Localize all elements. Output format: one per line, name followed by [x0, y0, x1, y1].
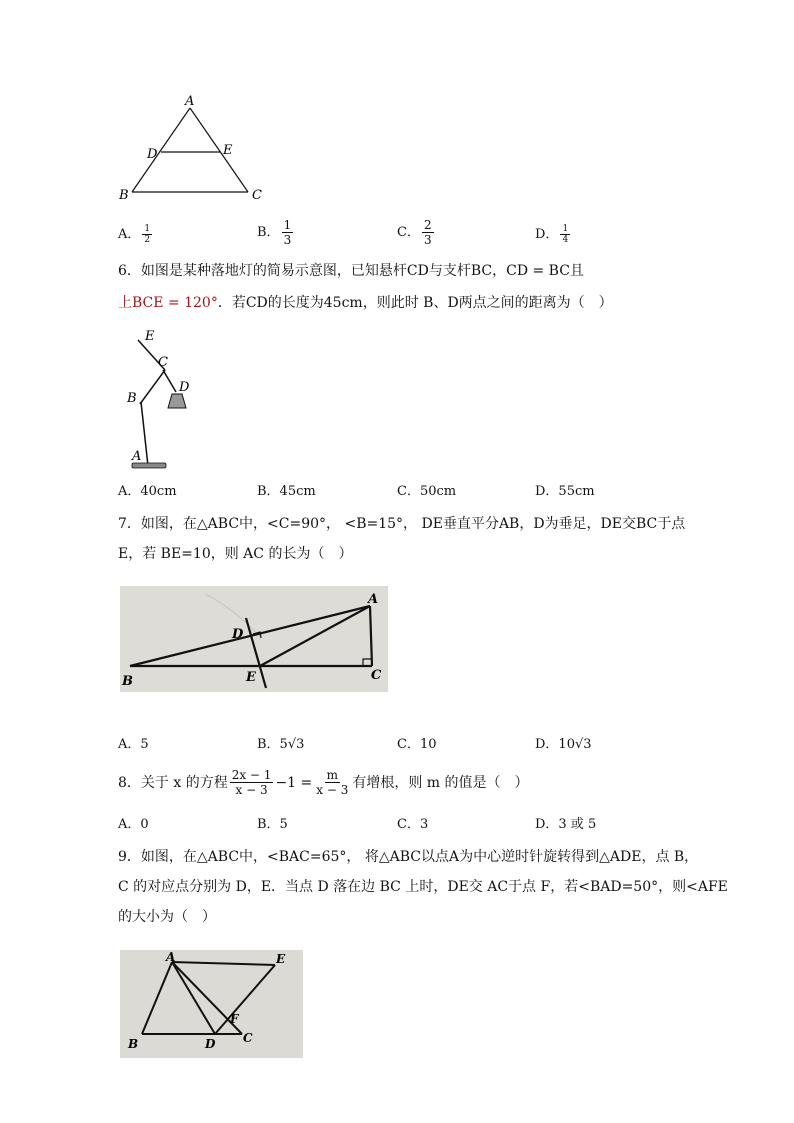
- q6-option-a[interactable]: A．40cm: [118, 484, 177, 499]
- figure-rotation-photo: [120, 950, 303, 1058]
- q8-stem-mid: −1 =: [275, 774, 313, 791]
- q5-option-a-prefix: A．: [118, 227, 141, 242]
- figure-right-triangle-photo: [120, 586, 388, 692]
- rot-label-a: A: [166, 950, 176, 964]
- q8-option-d[interactable]: D．3 或 5: [535, 817, 597, 832]
- q9-stem-line2: C 的对应点分别为 D，E．当点 D 落在边 BC 上时，DE交 AC于点 F，若<BAD=50°，则<AFE: [118, 879, 728, 895]
- lamp-label-c: C: [158, 355, 168, 370]
- q8-stem-post: 有增根，则 m 的值是（ ）: [352, 774, 529, 791]
- rot-label-c: C: [243, 1031, 253, 1045]
- label-e: E: [223, 143, 233, 158]
- label-a: A: [185, 94, 195, 109]
- q5-option-d[interactable]: [535, 224, 572, 245]
- tri-label-d: D: [232, 627, 244, 642]
- q7-stem-line2: E，若 BE=10，则 AC 的长为（ ）: [118, 546, 353, 562]
- q9-stem-line1: 9．如图，在△ABC中，<BAC=65°， 将△ABC以点A为中心逆时针旋转得到△ADE，点 B，: [118, 849, 699, 865]
- q8-option-b[interactable]: B．5: [257, 817, 288, 832]
- q5-option-d-frac: $\frac{1}{4}$: [562, 224, 569, 245]
- lamp-label-d: D: [179, 380, 190, 395]
- label-b: B: [119, 188, 129, 203]
- q5-option-a[interactable]: [118, 224, 154, 245]
- tri-label-c: C: [371, 668, 382, 683]
- q6-angle-red: 上BCE = 120°: [118, 295, 218, 311]
- rot-label-b: B: [128, 1037, 139, 1051]
- q7-option-c[interactable]: C．10: [397, 737, 437, 752]
- rot-label-d: D: [205, 1037, 216, 1051]
- q9-stem-line3: 的大小为（ ）: [118, 909, 216, 925]
- lamp-label-e: E: [145, 329, 155, 344]
- q8-frac-1: $\frac{2x - 1}{x - 3}$: [231, 768, 272, 797]
- q6-option-b[interactable]: B．45cm: [257, 484, 316, 499]
- tri-label-e: E: [246, 670, 256, 685]
- q8-option-c[interactable]: C．3: [397, 817, 429, 832]
- q6-stem-line2: [118, 294, 613, 312]
- q7-option-a[interactable]: A．5: [118, 737, 149, 752]
- q5-option-a-frac: $\frac{1}{2}$: [144, 224, 151, 245]
- rot-label-f: F: [230, 1012, 239, 1026]
- q8-option-a[interactable]: A．0: [118, 817, 149, 832]
- q7-stem-line1: 7．如图，在△ABC中，<C=90°， <B=15°， DE垂直平分AB，D为垂足，DE交BC于点: [118, 516, 686, 532]
- rot-label-e: E: [276, 952, 286, 966]
- q8-frac-2: $\frac{m}{x - 3}$: [316, 768, 349, 797]
- q5-option-b-frac: $\frac{1}{3}$: [283, 218, 292, 247]
- q6-stem-line2-rest: ．若CD的长度为45cm，则此时 B、D两点之间的距离为（ ）: [217, 295, 613, 311]
- figure-triangle-de: [115, 92, 275, 207]
- q5-option-c-frac: $\frac{2}{3}$: [423, 218, 432, 247]
- label-d: D: [147, 147, 158, 162]
- lamp-label-a: A: [132, 449, 142, 464]
- lamp-label-b: B: [127, 391, 137, 406]
- q7-option-b[interactable]: B．5√3: [257, 737, 305, 752]
- q8-stem-pre: 8．关于 x 的方程: [118, 774, 228, 791]
- label-c: C: [252, 188, 262, 203]
- figure-floor-lamp: [118, 322, 228, 474]
- q5-option-c-prefix: C．: [397, 225, 420, 240]
- q6-option-c[interactable]: C．50cm: [397, 484, 457, 499]
- q6-option-d[interactable]: D．55cm: [535, 484, 595, 499]
- q5-option-d-prefix: D．: [535, 227, 559, 242]
- q5-option-b[interactable]: [257, 218, 295, 247]
- q6-stem-line1: 6．如图是某种落地灯的简易示意图，已知悬杆CD与支杆BC，CD = BC且: [118, 263, 584, 279]
- q5-option-b-prefix: B．: [257, 225, 280, 240]
- tri-label-a: A: [368, 592, 379, 607]
- q8-stem: [118, 768, 529, 797]
- q5-option-c[interactable]: [397, 218, 436, 247]
- tri-label-b: B: [122, 674, 133, 689]
- q7-option-d[interactable]: D．10√3: [535, 737, 592, 752]
